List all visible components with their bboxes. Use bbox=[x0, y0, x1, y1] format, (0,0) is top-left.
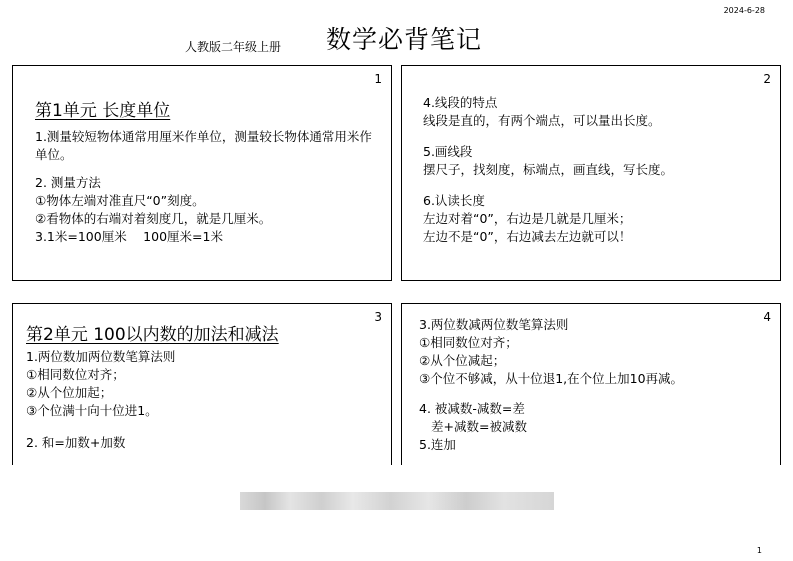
note-line: 2. 测量方法 bbox=[35, 175, 101, 190]
document-date: 2024-6-28 bbox=[723, 6, 765, 15]
note-line: 差+减数=被减数 bbox=[431, 419, 527, 434]
note-line: 4. 被减数-减数=差 bbox=[419, 401, 525, 416]
note-line: ②从个位减起； bbox=[419, 353, 506, 368]
panel-number: 3 bbox=[374, 310, 382, 324]
document-title: 数学必背笔记 bbox=[326, 25, 483, 54]
note-line: ①相同数位对齐； bbox=[26, 367, 125, 382]
note-line: 左边不是“0”，右边减去左边就可以！ bbox=[423, 229, 632, 244]
panel-content bbox=[419, 316, 766, 454]
note-line: 3.1米=100厘米 100厘米=1米 bbox=[35, 229, 223, 244]
note-line: 5.画线段 bbox=[423, 144, 473, 159]
unit-title: 第2单元 100以内数的加法和减法 bbox=[26, 325, 279, 345]
blurred-watermark bbox=[240, 492, 554, 510]
note-line: 左边对着“0”，右边是几就是几厘米； bbox=[423, 211, 632, 226]
note-line: 2. 和=加数+加数 bbox=[26, 435, 126, 450]
panel-number: 2 bbox=[763, 72, 771, 86]
note-panel-2 bbox=[401, 65, 781, 281]
note-panel-3 bbox=[12, 303, 392, 465]
note-line: 5.连加 bbox=[419, 437, 456, 452]
note-line: ①物体左端对准直尺“0”刻度。 bbox=[35, 193, 205, 208]
note-panel-1 bbox=[12, 65, 392, 281]
panel-number: 4 bbox=[763, 310, 771, 324]
note-line: 3.两位数减两位数笔算法则 bbox=[419, 317, 569, 332]
note-line: ①相同数位对齐； bbox=[419, 335, 518, 350]
panel-content bbox=[26, 324, 377, 452]
document-subtitle: 人教版二年级上册 bbox=[185, 40, 282, 54]
panel-content bbox=[423, 94, 766, 246]
note-line: ③个位不够减，从十位退1,在个位上加10再减。 bbox=[419, 371, 684, 386]
note-line: ③个位满十向十位进1。 bbox=[26, 403, 158, 418]
note-line: ②看物体的右端对着刻度几，就是几厘米。 bbox=[35, 211, 272, 226]
note-panel-4 bbox=[401, 303, 781, 465]
note-line: ②从个位加起； bbox=[26, 385, 113, 400]
note-line: 1.测量较短物体通常用厘米作单位，测量较长物体通常用米作单位。 bbox=[35, 129, 372, 162]
unit-title: 第1单元 长度单位 bbox=[35, 101, 171, 121]
page-number: 1 bbox=[756, 546, 762, 555]
panel-content bbox=[35, 100, 377, 246]
note-line: 线段是直的，有两个端点，可以量出长度。 bbox=[423, 113, 661, 128]
note-line: 6.认读长度 bbox=[423, 193, 485, 208]
note-line: 1.两位数加两位数笔算法则 bbox=[26, 349, 176, 364]
note-line: 4.线段的特点 bbox=[423, 95, 498, 110]
panel-number: 1 bbox=[374, 72, 382, 86]
note-line: 摆尺子，找刻度，标端点，画直线，写长度。 bbox=[423, 162, 674, 177]
